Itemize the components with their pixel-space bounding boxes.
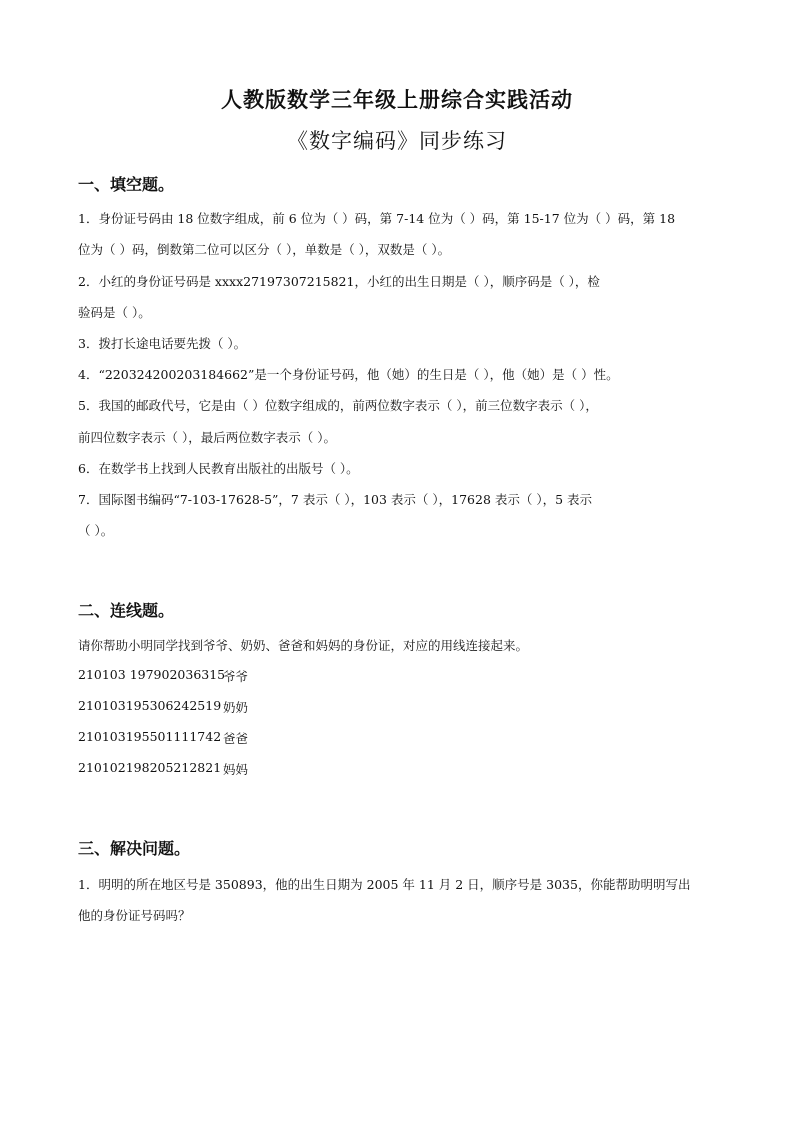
question-line: 4．“220324200203184662”是一个身份证号码，他（她）的生日是（ ），他（她）是（ ）性。	[78, 367, 619, 382]
section-heading-fill-blank: 一、填空题。	[78, 175, 175, 194]
family-member: 爸爸	[223, 731, 249, 746]
section-heading-problem-solving: 三、解决问题。	[78, 839, 191, 858]
family-member: 爷爷	[223, 669, 249, 684]
family-member: 妈妈	[223, 762, 249, 777]
question-line: 1．明明的所在地区号是 350893，他的出生日期为 2005 年 11 月 2 日，顺序号是 3035，你能帮助明明写出	[78, 877, 691, 892]
matching-row	[78, 760, 249, 777]
family-member: 奶奶	[223, 700, 249, 715]
question-line: 6．在数学书上找到人民教育出版社的出版号（ ）。	[78, 461, 359, 476]
id-number: 210103195501111742	[78, 729, 222, 744]
id-number: 210103 197902036315	[78, 667, 226, 682]
question-line: 位为（ ）码，倒数第二位可以区分（ ），单数是（ ），双数是（ ）。	[78, 242, 451, 257]
id-number: 210103195306242519	[78, 698, 222, 713]
question-line: 7．国际图书编码“7-103-17628-5”，7 表示（ ），103 表示（ ），17628 表示（ ），5 表示	[78, 492, 593, 507]
matching-row	[78, 667, 249, 684]
question-line: 他的身份证号码吗？	[78, 908, 191, 923]
question-line: 前四位数字表示（ ），最后两位数字表示（ ）。	[78, 430, 336, 445]
id-number: 210102198205212821	[78, 760, 222, 775]
page-subtitle: 《数字编码》同步练习	[287, 129, 507, 153]
matching-row	[78, 729, 249, 746]
question-line: 验码是（ ）。	[78, 305, 151, 320]
question-line: 5．我国的邮政代号，它是由（ ）位数字组成的，前两位数字表示（ ），前三位数字表示（ ），	[78, 398, 598, 413]
question-line: 1．身份证号码由 18 位数字组成，前 6 位为（ ）码，第 7-14 位为（ ）码，第 15-17 位为（ ）码，第 18	[78, 211, 676, 226]
question-line: 2．小红的身份证号码是 xxxx27197307215821，小红的出生日期是（ ），顺序码是（ ），检	[78, 274, 600, 289]
matching-instruction: 请你帮助小明同学找到爷爷、奶奶、爸爸和妈妈的身份证，对应的用线连接起来。	[78, 638, 529, 653]
question-line: 3．拨打长途电话要先拨（ ）。	[78, 336, 247, 351]
matching-row	[78, 698, 249, 715]
section-heading-matching: 二、连线题。	[78, 601, 175, 620]
question-line: （ ）。	[78, 523, 114, 538]
page-title: 人教版数学三年级上册综合实践活动	[221, 87, 573, 112]
